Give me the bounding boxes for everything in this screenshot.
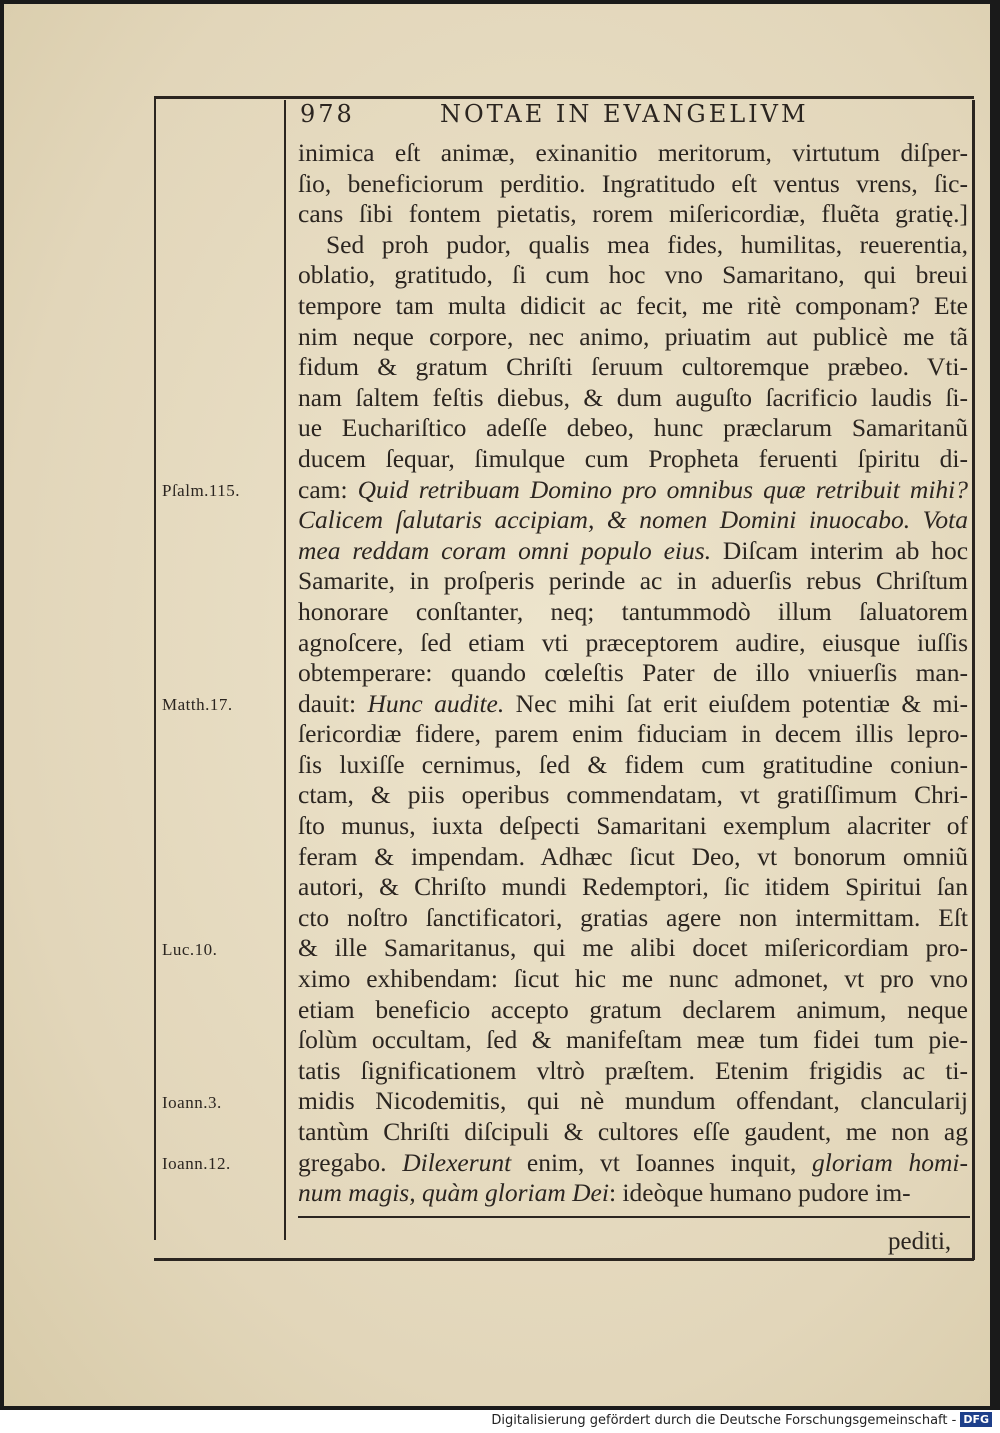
text-line [298,872,968,903]
book-page [4,4,990,1406]
text-segment: ximo exhibendam: ſicut hic me nunc admonet, vt pro vno [298,964,968,994]
text-segment: ctam, & piis operibus commendatam, vt gratiſſimum Chri- [298,780,968,810]
italic-quote: Dilexerunt [402,1147,512,1177]
text-segment: cam: [298,474,358,504]
text-line [298,1178,968,1209]
text-line [298,444,968,475]
running-head: NOTAE IN EVANGELIVM [440,100,809,128]
text-line [298,169,968,200]
text-line [298,352,968,383]
text-line [298,933,968,964]
margin-left-rule [154,98,156,1240]
text-line [298,903,968,934]
text-line [298,628,968,659]
text-segment: Sed proh pudor, qualis mea fides, humilitas, reuerentia, [326,229,968,259]
text-line [298,780,968,811]
text-line [298,383,968,414]
text-line [298,199,968,230]
text-line [298,322,968,353]
italic-quote: num magis, quàm gloriam Dei [298,1178,609,1208]
text-line [298,1086,968,1117]
text-segment: inimica eſt animæ, exinanitio meritorum, virtutum diſper- [298,138,968,167]
text-segment: Diſcam interim ab hoc [711,535,968,565]
text-segment: nim neque corpore, nec animo, priuatim aut publicè me tã [298,321,968,351]
text-line [298,658,968,689]
text-segment: & ille Samaritanus, qui me alibi docet miſericordiam pro- [298,933,968,963]
text-line [298,597,968,628]
text-segment: etiam beneficio accepto gratum declarem animum, neque [298,994,968,1024]
text-line [298,811,968,842]
text-line [298,413,968,444]
text-line [298,230,968,261]
text-segment: Nec mihi ſat erit eiuſdem potentiæ & mi- [504,688,968,718]
text-line [298,536,968,567]
text-left-rule [284,100,286,1240]
text-line [298,719,968,750]
bottom-rule [154,1258,974,1261]
margin-note: Ioann.12. [162,1153,231,1173]
margin-note: Luc.10. [162,939,218,959]
catchword: pediti, [888,1228,952,1255]
text-segment: Samarite, in proſperis perinde ac in aduerſis rebus Chriſtum [298,566,968,596]
text-segment: : ideòque humano pudore im- [608,1178,911,1208]
text-segment: ue Euchariſtico adeſſe debeo, hunc præclarum Samaritanũ [298,413,968,443]
body-text [298,138,968,1209]
text-segment: ſis luxiſſe cernimus, ſed & fidem cum gratitudine coniun- [298,749,968,779]
top-rule [154,96,974,99]
text-segment: tantùm Chriſti diſcipuli & cultores eſſe gaudent, me non ag [298,1117,968,1146]
text-segment: dauit: [298,688,368,718]
text-line [298,842,968,873]
footer-credit-text: Digitalisierung gefördert durch die Deutsche Forschungsgemeinschaft - [491,1413,957,1428]
text-segment: enim, vt Ioannes inquit, [511,1147,813,1177]
italic-quote: mea reddam coram omni populo eius. [298,535,712,565]
text-segment: midis Nicodemitis, qui nè mundum offendant, clancularij [298,1086,968,1116]
italic-quote: Hunc audite. [367,688,505,718]
text-segment: ſericordiæ fidere, parem enim fiduciam in decem illis lepro- [298,719,968,749]
text-segment: ſio, beneficiorum perditio. Ingratitudo eſt ventus vrens, ſic- [298,168,968,198]
text-line [298,260,968,291]
text-line [298,1117,968,1148]
text-line [298,750,968,781]
text-segment: fidum & gratum Chriſti ſeruum cultoremque præbeo. Vti- [298,352,968,382]
text-segment: honorare conſtanter, neq; tantummodò illum ſaluatorem [298,596,968,626]
text-line [298,964,968,995]
text-line [298,1056,968,1087]
bottom-inner-rule [298,1216,970,1218]
italic-quote: Quid retribuam Domino pro omnibus quæ retribuit mihi? [357,474,968,504]
text-segment: ducem ſequar, ſimulque cum Propheta feruenti ſpiritu di- [298,443,968,473]
text-line [298,475,968,506]
text-segment: oblatio, gratitudo, ſi cum hoc vno Samaritano, qui breui [298,260,968,290]
dfg-logo: DFG [960,1412,992,1427]
text-line [298,566,968,597]
text-line [298,689,968,720]
text-segment: cto noſtro ſanctificatori, gratias agere non intermittam. Eſt [298,902,968,932]
text-line [298,1025,968,1056]
margin-note: Matth.17. [162,694,233,714]
text-segment: ſto munus, iuxta deſpecti Samaritani exemplum alacriter of [298,811,968,841]
italic-quote: gloriam homi- [812,1147,968,1177]
text-segment: agnoſcere, ſed etiam vti præceptorem audire, eiusque iuſſis [298,627,968,657]
text-line [298,138,968,169]
italic-quote: Calicem ſalutaris accipiam, & nomen Domini inuocabo. Vota [298,505,968,535]
text-segment: cans ſibi fontem pietatis, rorem miſericordiæ, fluẽta gratię.] [298,199,968,229]
margin-note: Pſalm.115. [162,480,241,500]
text-line [298,505,968,536]
page-header [300,100,860,140]
text-segment: tatis ſignificationem vltrò præſtem. Etenim frigidis ac ti- [298,1055,968,1085]
text-segment: tempore tam multa didicit ac fecit, me ritè componam? Ete [298,290,968,320]
margin-note: Ioann.3. [162,1092,222,1112]
text-segment: feram & impendam. Adhæc ſicut Deo, vt bonorum omniũ [298,841,968,871]
text-right-rule [972,100,975,1260]
text-segment: ſolùm occultam, ſed & manifeſtam meæ tum fidei tum pie- [298,1025,968,1055]
page-number: 978 [300,100,355,128]
text-line [298,995,968,1026]
text-line [298,1148,968,1179]
text-line [298,291,968,322]
text-segment: autori, & Chriſto mundi Redemptori, ſic itidem Spiritui ſan [298,872,968,902]
text-segment: nam ſaltem feſtis diebus, & dum auguſto ſacrificio laudis ſi- [298,382,968,412]
text-segment: obtemperare: quando cœleſtis Pater de illo vniuerſis man- [298,658,968,688]
footer-credit [491,1412,992,1428]
text-segment: gregabo. [298,1147,403,1177]
